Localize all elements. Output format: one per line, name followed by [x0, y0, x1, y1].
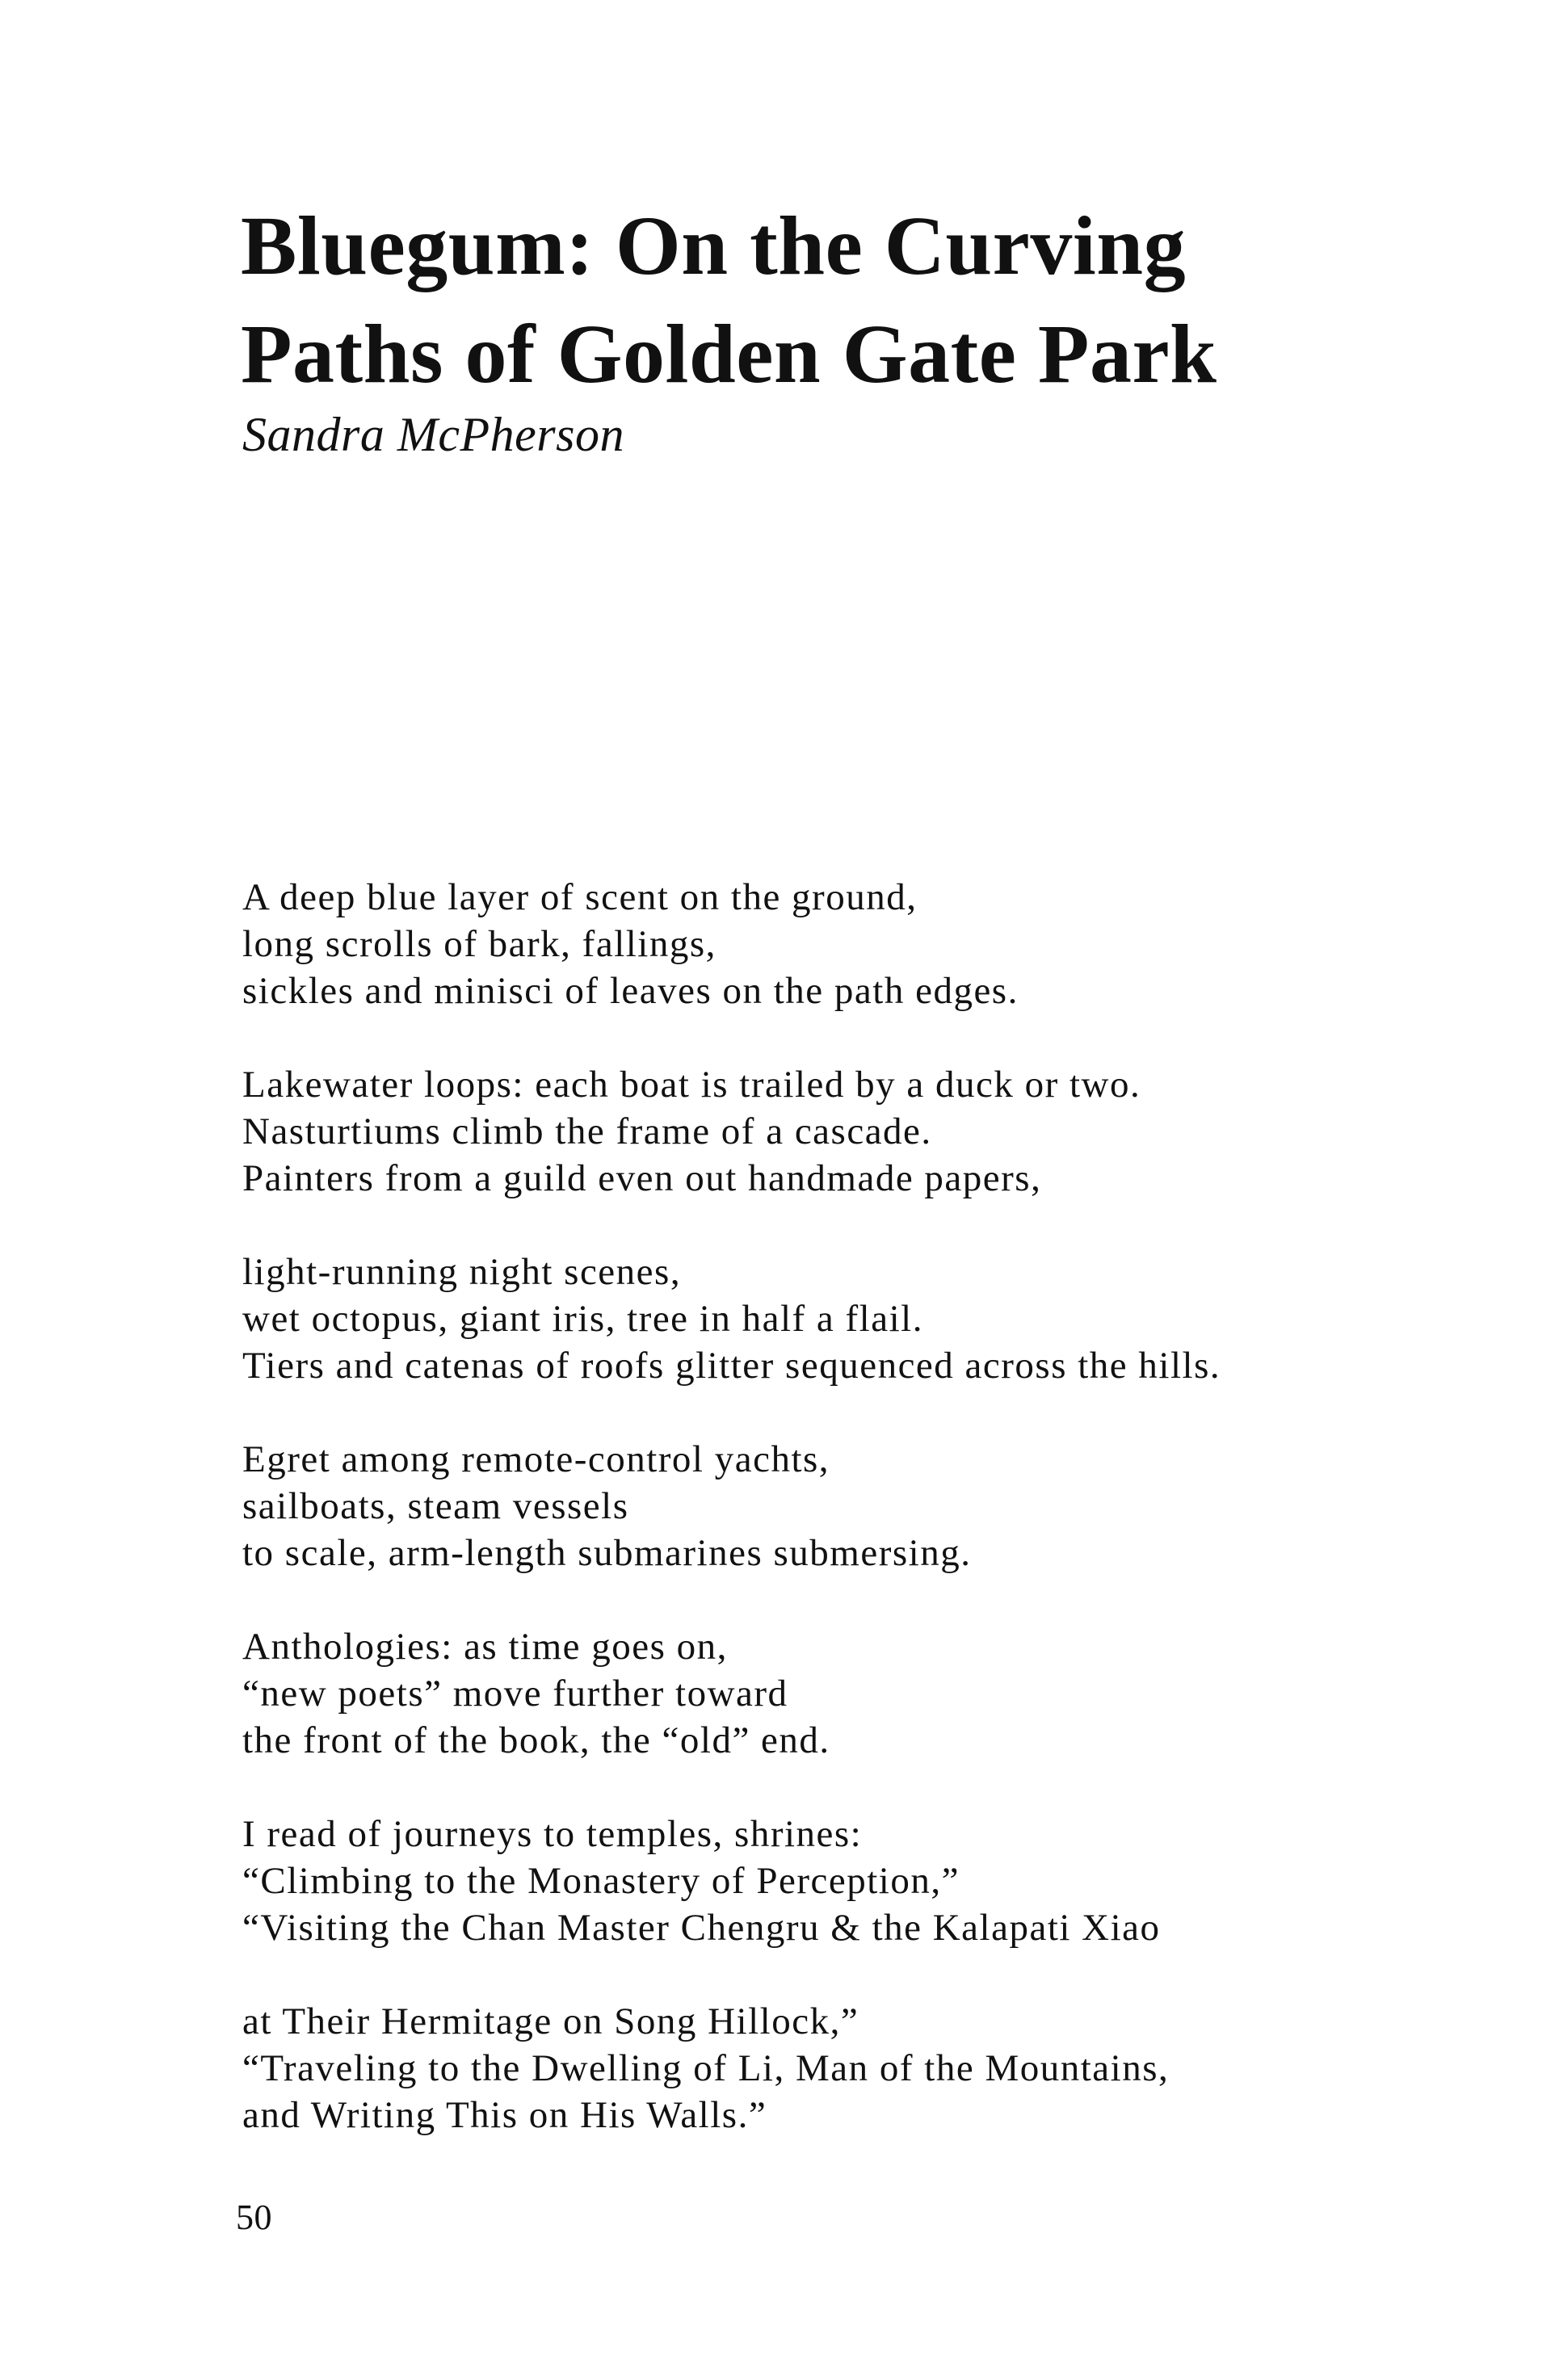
poem-body: [242, 874, 1502, 2185]
poem-line: I read of journeys to temples, shrines:: [242, 1813, 863, 1855]
author-name: Sandra McPherson: [242, 408, 624, 461]
stanza-3: [242, 1249, 1502, 1389]
poem-line: Painters from a guild even out handmade papers,: [242, 1157, 1042, 1199]
title-line-1: Bluegum: On the Curving: [241, 199, 1187, 292]
poem-line: to scale, arm-length submarines submersing.: [242, 1532, 972, 1574]
poem-line: “Traveling to the Dwelling of Li, Man of the Mountains,: [242, 2047, 1170, 2089]
poem-line: the front of the book, the “old” end.: [242, 1719, 830, 1761]
poem-line: A deep blue layer of scent on the ground,: [242, 876, 918, 918]
stanza-6: [242, 1811, 1502, 1951]
poem-line: “new poets” move further toward: [242, 1673, 788, 1715]
poem-line: and Writing This on His Walls.”: [242, 2094, 767, 2136]
poem-line: Lakewater loops: each boat is trailed by a duck or two.: [242, 1064, 1141, 1106]
poem-line: wet octopus, giant iris, tree in half a flail.: [242, 1298, 923, 1340]
stanza-5: [242, 1623, 1502, 1764]
poem-line: Egret among remote-control yachts,: [242, 1438, 830, 1480]
poem-line: long scrolls of bark, fallings,: [242, 923, 716, 965]
poem-title: [241, 192, 1452, 409]
stanza-7: [242, 1998, 1502, 2139]
stanza-4: [242, 1436, 1502, 1576]
stanza-1: [242, 874, 1502, 1014]
poem-line: “Visiting the Chan Master Chengru & the Kalapati Xiao: [242, 1907, 1161, 1949]
page-number: 50: [236, 2197, 272, 2237]
poem-line: sickles and minisci of leaves on the path edges.: [242, 970, 1019, 1012]
poem-line: Anthologies: as time goes on,: [242, 1626, 728, 1668]
poem-line: “Climbing to the Monastery of Perception,”: [242, 1860, 960, 1902]
poem-line: at Their Hermitage on Song Hillock,”: [242, 2000, 859, 2042]
poem-line: light-running night scenes,: [242, 1251, 682, 1293]
poem-line: Tiers and catenas of roofs glitter sequenced across the hills.: [242, 1345, 1221, 1387]
stanza-2: [242, 1061, 1502, 1202]
title-line-2: Paths of Golden Gate Park: [241, 308, 1217, 401]
poem-line: sailboats, steam vessels: [242, 1485, 629, 1527]
poem-line: Nasturtiums climb the frame of a cascade.: [242, 1110, 932, 1152]
